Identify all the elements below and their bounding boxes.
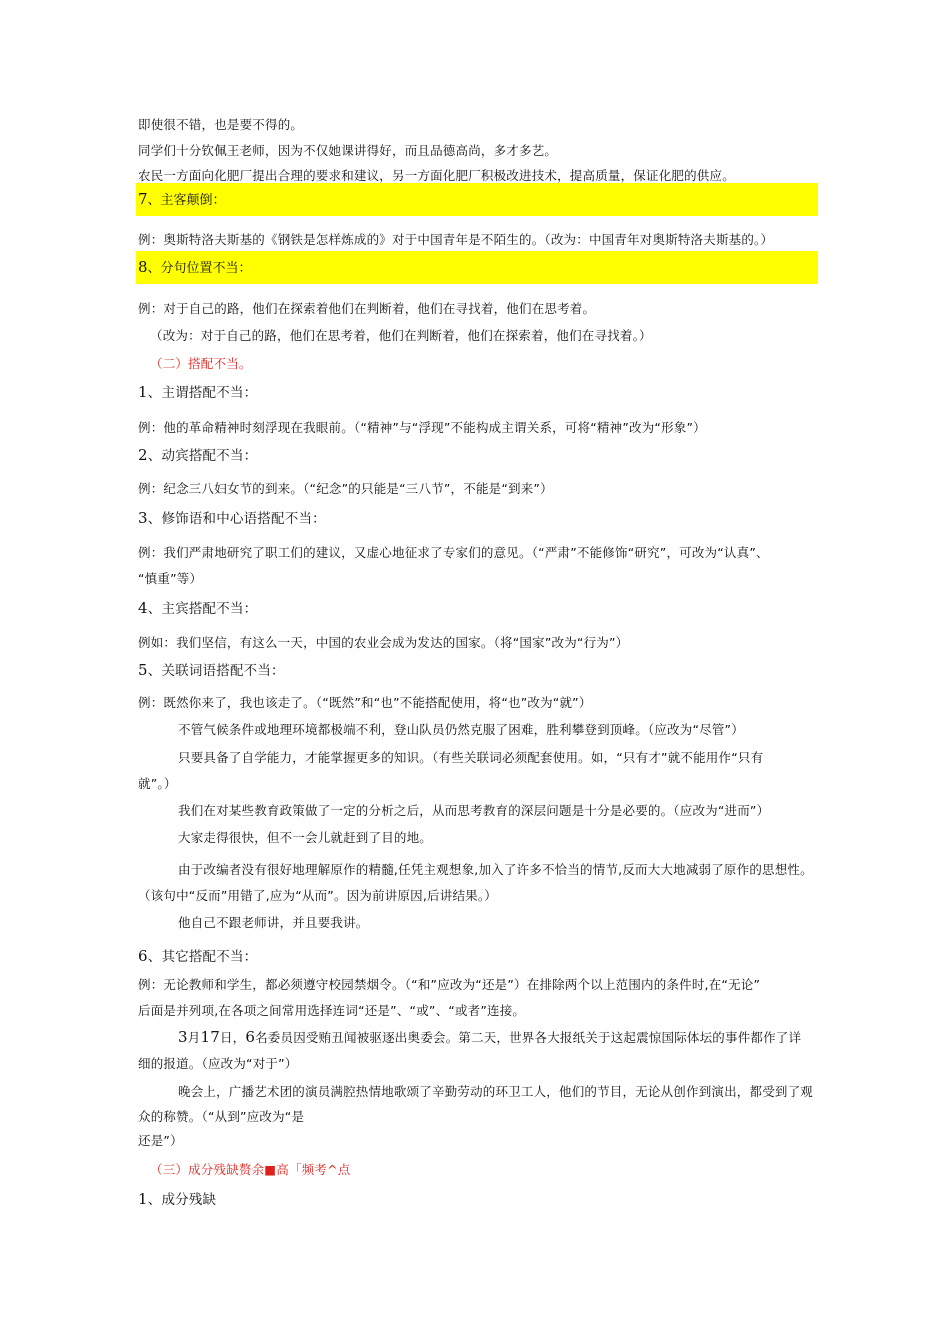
text-line: 只要具备了自学能力，才能掌握更多的知识。（有些关联词必须配套使用。如，“只有才”就不能用作“只有 xyxy=(178,750,764,765)
text-line: 例：我们严肃地研究了职工们的建议，又虚心地征求了专家们的意见。（“严肃”不能修饰“研究”，可改为“认真”、 xyxy=(138,545,769,560)
text-line: 由于改编者没有很好地理解原作的精髓,任凭主观想象,加入了许多不恰当的情节,反而大大地减弱了原作的思想性。 xyxy=(178,862,813,877)
heading-number: 8 xyxy=(138,258,148,276)
text-line: 细的报道。（应改为“对于”） xyxy=(138,1056,298,1071)
numbered-heading: 5、关联词语搭配不当： xyxy=(138,661,285,679)
text-line: 众的称赞。（“从到”应改为“是 xyxy=(138,1109,305,1124)
heading-text: 、主客颠倒： xyxy=(147,193,226,208)
text-line: 例：奥斯特洛夫斯基的《钢铁是怎样炼成的》对于中国青年是不陌生的。（改为：中国青年对奥斯特洛夫斯基的。） xyxy=(138,232,774,247)
text-line: 例：他的革命精神时刻浮现在我眼前。（“精神”与“浮现”不能构成主谓关系，可将“精神”改为“形象”） xyxy=(138,420,706,435)
text-line: 例：无论教师和学生，都必须遵守校园禁烟令。（“和”应改为“还是”）在排除两个以上范围内的条件时,在“无论” xyxy=(138,977,761,992)
text-line: 3月17日，6名委员因受贿丑闻被驱逐出奥委会。第二天，世界各大报纸关于这起震惊国际体坛的事件都作了详 xyxy=(178,1028,802,1046)
numbered-heading: 1、成分残缺 xyxy=(138,1190,217,1208)
text-line: （该句中“反而”用错了,应为“从而”。因为前讲原因,后讲结果。） xyxy=(138,888,498,903)
numbered-heading: 4、主宾搭配不当： xyxy=(138,599,258,617)
text-line: 例：既然你来了，我也该走了。（“既然”和“也”不能搭配使用，将“也”改为“就”） xyxy=(138,695,592,710)
numbered-heading: 6、其它搭配不当： xyxy=(138,947,258,965)
text-line: 大家走得很快，但不一会儿就赶到了目的地。 xyxy=(178,830,433,845)
section-heading: （二）搭配不当。 xyxy=(150,356,252,371)
text-line: 同学们十分钦佩王老师，因为不仅她课讲得好，而且品德高尚，多才多艺。 xyxy=(138,143,558,158)
text-line: 还是”） xyxy=(138,1133,183,1148)
text-line: 例：对于自己的路，他们在探索着他们在判断着，他们在寻找着，他们在思考着。 xyxy=(138,301,596,316)
section-heading: （三）成分残缺赘余■高「频考^点 xyxy=(150,1162,351,1177)
text-line: “慎重”等） xyxy=(138,571,203,586)
heading-number: 7 xyxy=(138,190,148,208)
text-line: 农民一方面向化肥厂提出合理的要求和建议，另一方面化肥厂积极改进技术，提高质量，保证化肥的供应。 xyxy=(138,168,735,183)
heading-text: 、分句位置不当： xyxy=(147,261,252,276)
highlighted-heading-8 xyxy=(136,251,818,284)
text-line: 后面是并列项,在各项之间常用选择连词“还是”、“或”、“或者”连接。 xyxy=(138,1003,526,1018)
text-line: 就”。） xyxy=(138,776,177,791)
text-line: 即使很不错，也是要不得的。 xyxy=(138,117,304,132)
numbered-heading: 2、动宾搭配不当： xyxy=(138,446,258,464)
highlighted-heading-7 xyxy=(136,183,818,216)
text-line: 不管气候条件或地理环境都极端不利，登山队员仍然克服了困难，胜利攀登到顶峰。（应改为“尽管”） xyxy=(178,722,744,737)
text-line: 例如：我们坚信，有这么一天，中国的农业会成为发达的国家。（将“国家”改为“行为”） xyxy=(138,635,629,650)
numbered-heading: 3、修饰语和中心语搭配不当： xyxy=(138,509,326,527)
text-line: 他自己不跟老师讲，并且要我讲。 xyxy=(178,915,369,930)
text-line: 我们在对某些教育政策做了一定的分析之后，从而思考教育的深层问题是十分是必要的。（应改为“进而”） xyxy=(178,803,770,818)
text-line: 晚会上，广播艺术团的演员满腔热情地歌颂了辛勤劳动的环卫工人，他们的节目，无论从创作到演出，都受到了观 xyxy=(178,1084,814,1099)
numbered-heading: 1、主谓搭配不当： xyxy=(138,383,258,401)
text-line: 例：纪念三八妇女节的到来。（“纪念”的只能是“三八节”，不能是“到来”） xyxy=(138,481,553,496)
text-line: （改为：对于自己的路，他们在思考着，他们在判断着，他们在探索着，他们在寻找着。） xyxy=(150,328,652,343)
